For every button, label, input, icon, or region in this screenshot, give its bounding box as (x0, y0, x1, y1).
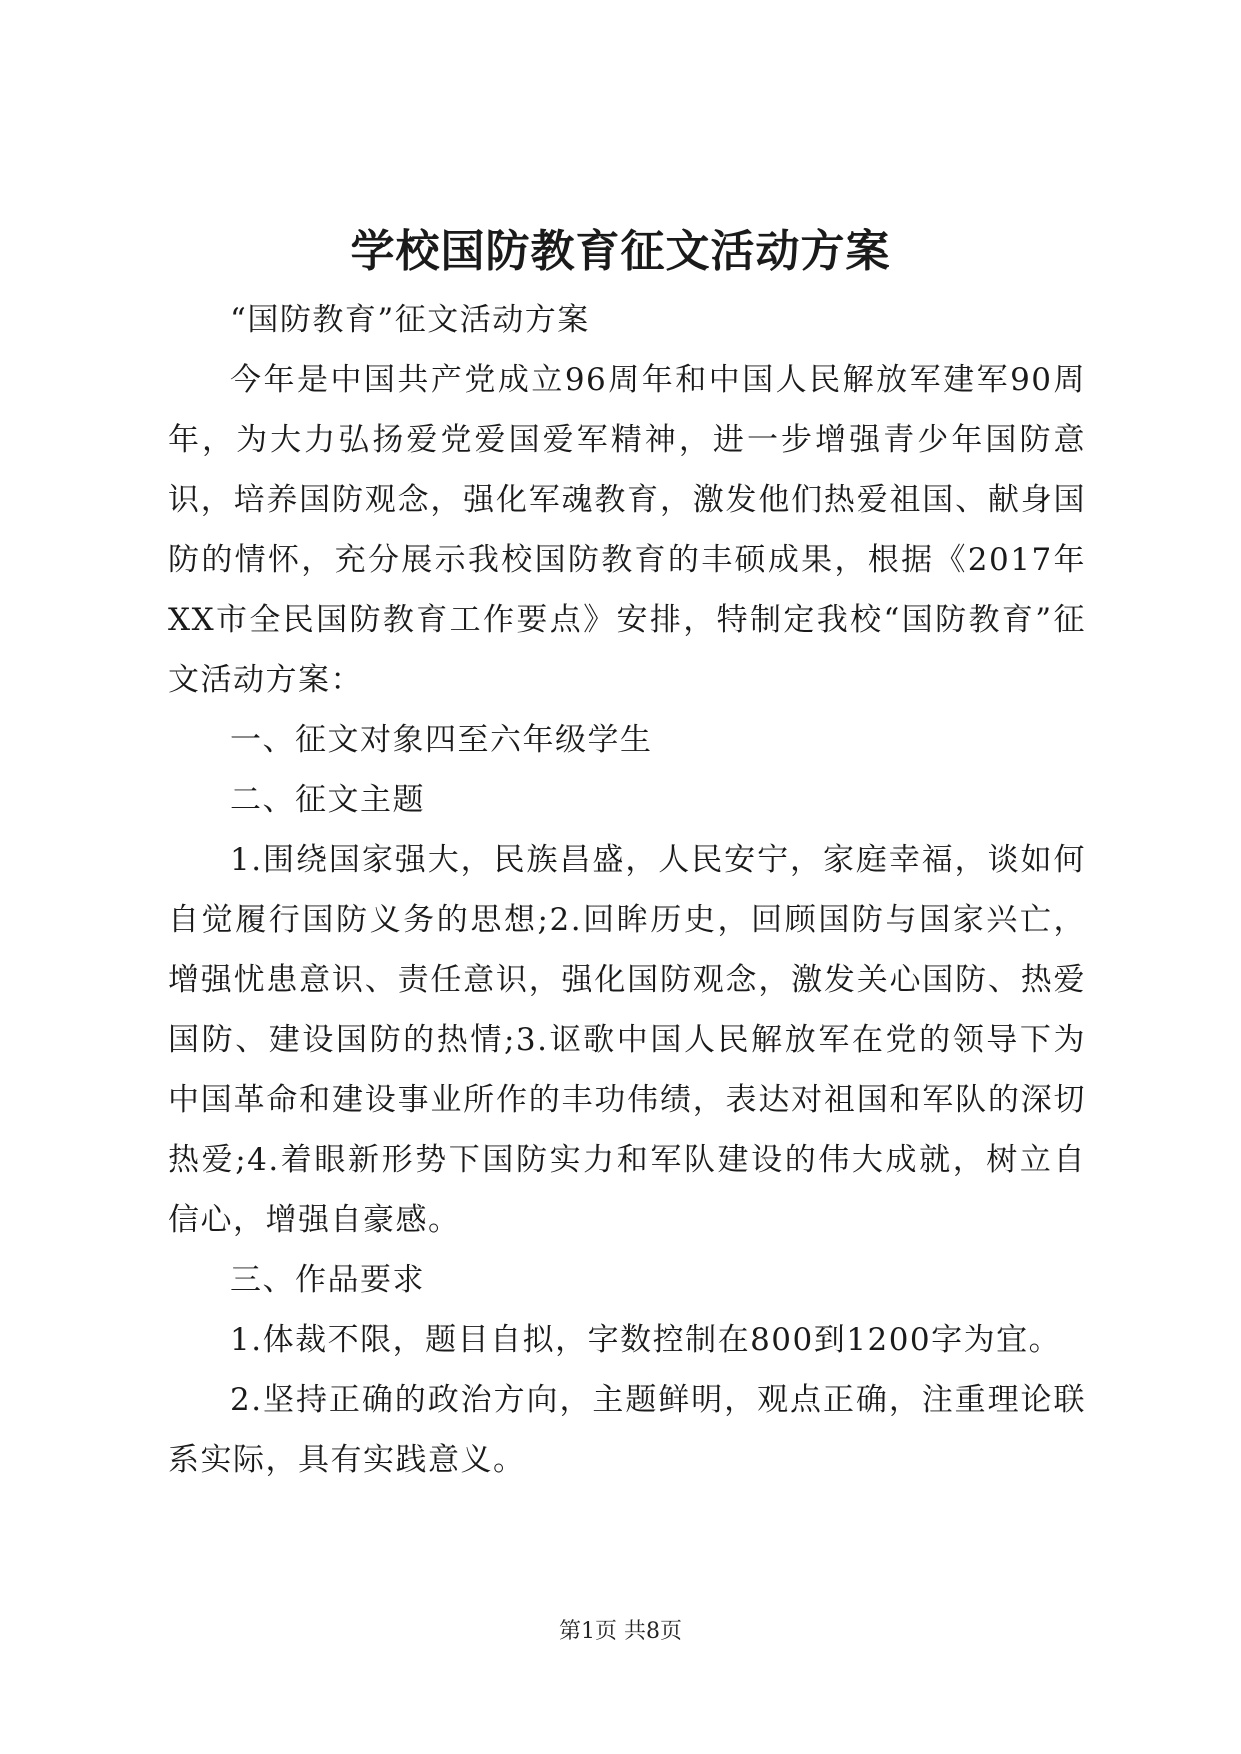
requirement-item-1: 1.体裁不限，题目自拟，字数控制在800到1200字为宜。 (230, 1322, 1062, 1358)
requirement-item-2: 2.坚持正确的政治方向，主题鲜明，观点正确，注重理论联系实际，具有实践意义。 (168, 1382, 1086, 1478)
theme-paragraph: 1.围绕国家强大，民族昌盛，人民安宁，家庭幸福，谈如何自觉履行国防义务的思想;2.回眸历史，回顾国防与国家兴亡，增强忧患意识、责任意识，强化国防观念，激发关心国防、热爱国防、建设国防的热情;3.讴歌中国人民解放军在党的领导下为中国革命和建设事业所作的丰功伟绩，表达对祖国和军队的深切热爱;4.着眼新形势下国防实力和军队建设的伟大成就，树立自信心，增强自豪感。 (168, 842, 1086, 1238)
section-heading-target: 一、征文对象四至六年级学生 (230, 722, 653, 758)
document-body (168, 290, 1086, 1490)
intro-paragraph: 今年是中国共产党成立96周年和中国人民解放军建军90周年，为大力弘扬爱党爱国爱军精神，进一步增强青少年国防意识，培养国防观念，强化军魂教育，激发他们热爱祖国、献身国防的情怀，充分展示我校国防教育的丰硕成果，根据《2017年XX市全民国防教育工作要点》安排，特制定我校“国防教育”征文活动方案： (168, 362, 1086, 698)
section-heading-requirements: 三、作品要求 (230, 1262, 425, 1298)
section-heading-theme: 二、征文主题 (230, 782, 425, 818)
page-number-footer: 第1页 共8页 (559, 1619, 682, 1644)
document-title: 学校国防教育征文活动方案 (350, 226, 891, 277)
subtitle-paragraph: “国防教育”征文活动方案 (230, 302, 590, 338)
